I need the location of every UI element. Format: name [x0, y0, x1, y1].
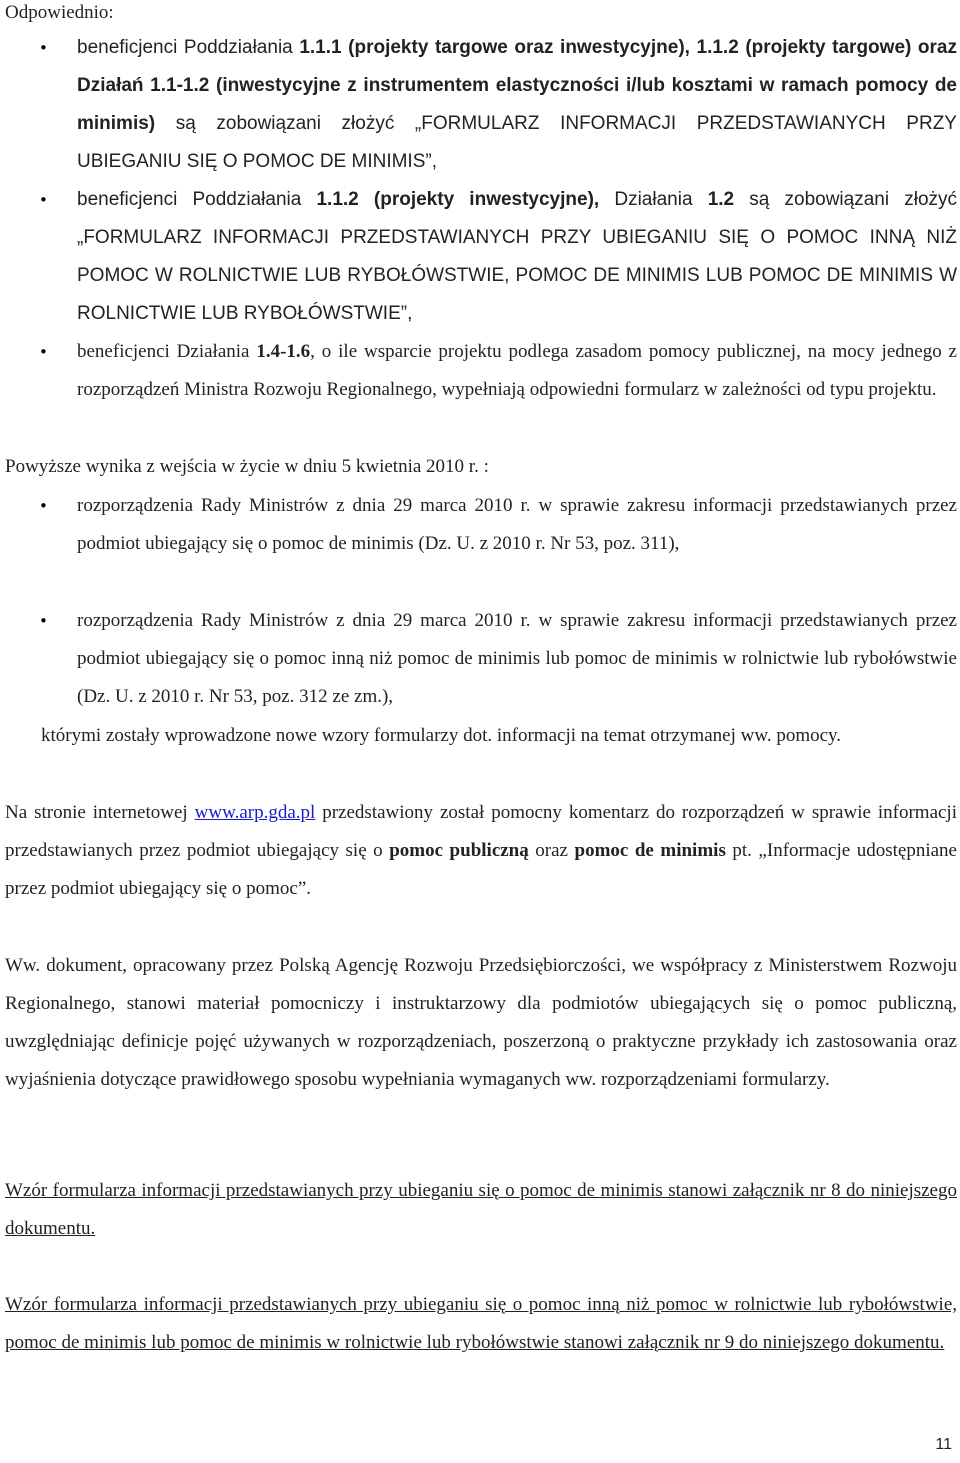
text: beneficjenci Poddziałania [77, 37, 300, 58]
paragraph-website [5, 794, 957, 908]
list-item-regulation-311: • rozporządzenia Rady Ministrów z dnia 29 marca 2010 r. w sprawie zakresu informacji przedstawianych przez podmiot ubiegający się o pomoc de minimis (Dz. U. z 2010 r. Nr 53, poz. 311), [77, 487, 957, 563]
form-name: „FORMULARZ INFORMACJI PRZEDSTAWIANYCH PRZY UBIEGANIU SIĘ O POMOC DE MINIMIS”, [77, 113, 957, 172]
text: Działania [614, 189, 708, 210]
website-link[interactable]: www.arp.gda.pl [194, 802, 316, 823]
text: , o ile wsparcie projektu podlega zasadom pomocy publicznej, na mocy jednego z rozporządzeń Ministra Rozwoju Regionalnego, wypełniają odpowiedni formularz w zależności od typu projektu. [77, 341, 957, 400]
paragraph-annex-9: Wzór formularza informacji przedstawianych przy ubieganiu się o pomoc inną niż pomoc w rolnictwie lub rybołówstwie, pomoc de minimis lub pomoc de minimis w rolnictwie lub rybołówstwie stanowi załącznik nr 9 do niniejszego dokumentu. [5, 1294, 957, 1353]
text: oraz [528, 840, 575, 861]
text: beneficjenci Poddziałania [77, 189, 317, 210]
text: przedstawiony został pomocny komentarz do rozporządzeń w sprawie informacji przedstawianych przez podmiot ubiegający się o [5, 802, 957, 861]
text: beneficjenci Działania [77, 341, 257, 362]
bold-text: pomoc publiczną [389, 840, 529, 861]
text: pt. „Informacje udostępniane przez podmiot ubiegający się o pomoc”. [5, 840, 957, 899]
text: są zobowiązani złożyć [734, 189, 958, 210]
form-name: „FORMULARZ INFORMACJI PRZEDSTAWIANYCH PRZY UBIEGANIU SIĘ O POMOC INNĄ NIŻ POMOC W ROLNICTWIE LUB RYBOŁÓWSTWIE, POMOC DE MINIMIS LUB POMOC DE MINIMIS W ROLNICTWIE LUB RYBOŁÓWSTWIE”, [77, 227, 957, 324]
heading-odpowiednio: Odpowiednio: [5, 2, 114, 23]
paragraph-annex-8: Wzór formularza informacji przedstawianych przy ubieganiu się o pomoc de minimis stanowi załącznik nr 8 do niniejszego dokumentu. [5, 1180, 957, 1239]
bold-text: 1.1.1 (projekty targowe oraz inwestycyjne), 1.1.2 (projekty targowe) oraz Działań 1.1-1.2 (inwestycyjne z instrumentem elastyczności i/lub kosztami w ramach pomocy de minimis) [77, 37, 957, 134]
list-item-inwestycyjne [77, 181, 957, 333]
list-item-dzialania-1-4-1-6 [77, 333, 957, 409]
text: są zobowiązani złożyć [155, 113, 415, 134]
list-item-regulation-312: • rozporządzenia Rady Ministrów z dnia 29 marca 2010 r. w sprawie zakresu informacji przedstawianych przez podmiot ubiegający się o pomoc inną niż pomoc de minimis lub pomoc de minimis w rolnictwie lub rybołówstwie (Dz. U. z 2010 r. Nr 53, poz. 312 ze zm.), [77, 602, 957, 716]
bold-text: pomoc de minimis [574, 840, 726, 861]
bold-text: 1.2 [707, 189, 735, 210]
paragraph-effective-date: Powyższe wynika z wejścia w życie w dniu 5 kwietnia 2010 r. : [5, 456, 489, 477]
paragraph-new-forms: którymi zostały wprowadzone nowe wzory formularzy dot. informacji na temat otrzymanej ww. pomocy. [41, 725, 842, 746]
bold-text: 1.4-1.6 [256, 341, 311, 362]
bold-text: 1.1.2 (projekty inwestycyjne), [316, 189, 615, 210]
list-item-targowe-minimis [77, 29, 957, 181]
page-number: 11 [935, 1436, 952, 1453]
paragraph-document-description: Ww. dokument, opracowany przez Polską Agencję Rozwoju Przedsiębiorczości, we współpracy z Ministerstwem Rozwoju Regionalnego, stanowi materiał pomocniczy i instruktarzowy dla podmiotów ubiegających się o pomoc publiczną, uwzględniając definicje pojęć używanych w rozporządzeniach, poszerzoną o praktyczne przykłady ich zastosowania oraz wyjaśnienia dotyczące prawidłowego sposobu wypełniania wymaganych ww. rozporządzeniami formularzy. [5, 955, 957, 1090]
text: Na stronie internetowej [5, 802, 195, 823]
